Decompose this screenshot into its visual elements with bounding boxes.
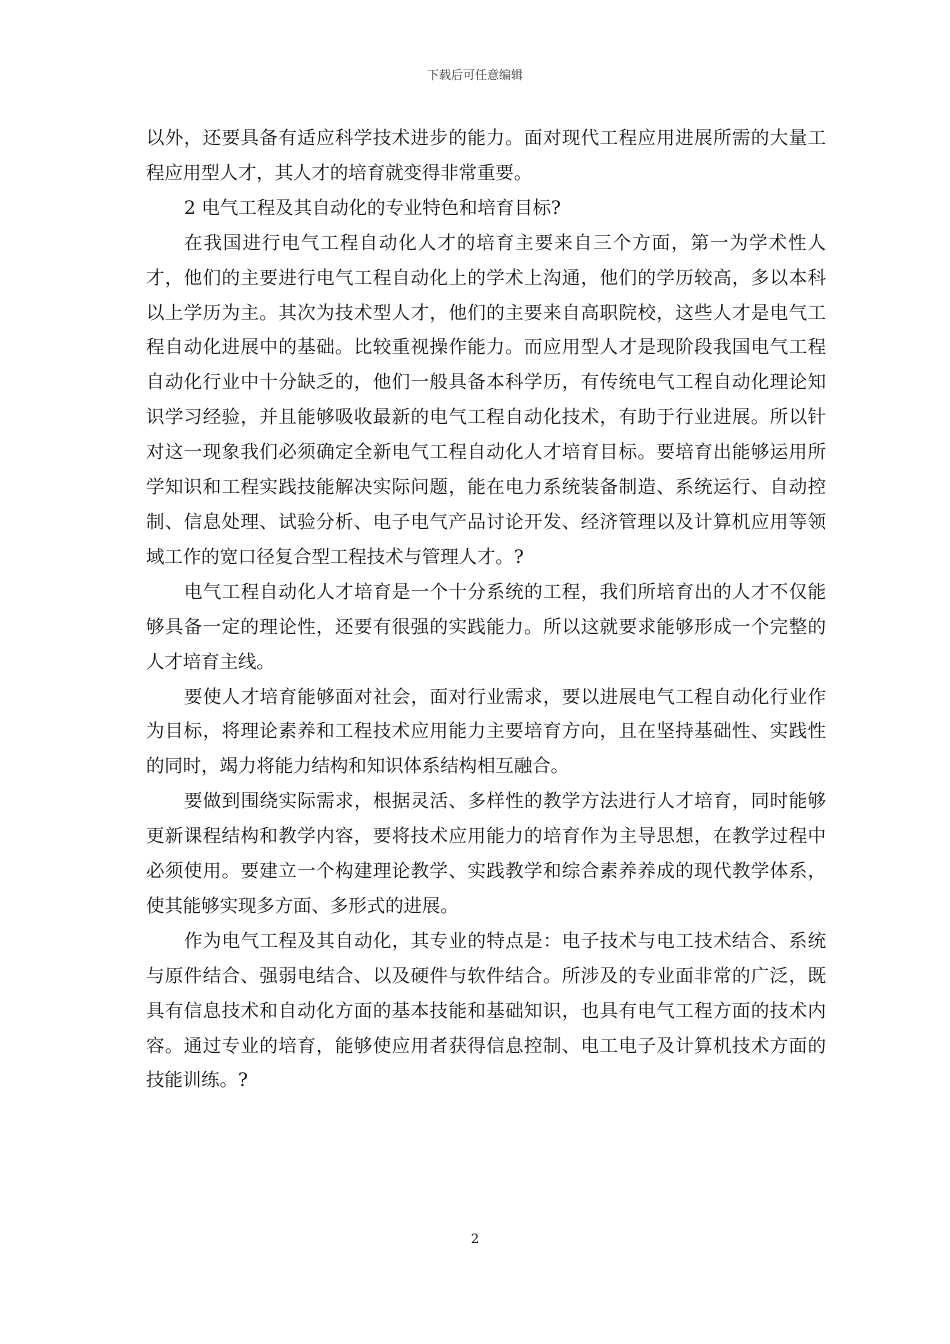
page-header: 下载后可任意编辑	[426, 68, 523, 82]
paragraph-2: 在我国进行电气工程自动化人才的培育主要来自三个方面，第一为学术性人才，他们的主要进行电气工程自动化上的学术上沟通，他们的学历较高，多以本科以上学历为主。其次为技术型人才，他们的主要来自高职院校，这些人才是电气工程自动化进展中的基础。比较重视操作能力。而应用型人才是现阶段我国电气工程自动化行业中十分缺乏的，他们一般具备本科学历，有传统电气工程自动化理论知识学习经验，并且能够吸收最新的电气工程自动化技术，有助于行业进展。所以针对这一现象我们必须确定全新电气工程自动化人才培育目标。要培育出能够运用所学知识和工程实践技能解决实际问题，能在电力系统装备制造、系统运行、自动控制、信息处理、试验分析、电子电气产品讨论开发、经济管理以及计算机应用等领域工作的宽口径复合型工程技术与管理人才。?	[146, 232, 826, 568]
paragraph-1: 以外，还要具备有适应科学技术进步的能力。面对现代工程应用进展所需的大量工程应用型人才，其人才的培育就变得非常重要。	[146, 128, 826, 184]
document-body	[146, 122, 826, 1099]
paragraph-4: 要使人才培育能够面对社会，面对行业需求，要以进展电气工程自动化行业作为目标，将理论素养和工程技术应用能力主要培育方向，且在坚持基础性、实践性的同时，竭力将能力结构和知识体系结构相互融合。	[146, 686, 826, 778]
paragraph-3: 电气工程自动化人才培育是一个十分系统的工程，我们所培育出的人才不仅能够具备一定的理论性，还要有很强的实践能力。所以这就要求能够形成一个完整的人才培育主线。	[146, 581, 826, 673]
section-heading: 2 电气工程及其自动化的专业特色和培育目标?	[184, 197, 561, 219]
paragraph-5: 要做到围绕实际需求，根据灵活、多样性的教学方法进行人才培育，同时能够更新课程结构和教学内容，要将技术应用能力的培育作为主导思想，在教学过程中必须使用。要建立一个构建理论教学、实践教学和综合素养养成的现代教学体系，使其能够实现多方面、多形式的进展。	[146, 791, 826, 917]
paragraph-6: 作为电气工程及其自动化，其专业的特点是：电子技术与电工技术结合、系统与原件结合、强弱电结合、以及硬件与软件结合。所涉及的专业面非常的广泛，既具有信息技术和自动化方面的基本技能和基础知识，也具有电气工程方面的技术内容。通过专业的培育，能够使应用者获得信息控制、电工电子及计算机技术方面的技能训练。?	[146, 930, 826, 1092]
page-number: 2	[470, 1232, 480, 1247]
